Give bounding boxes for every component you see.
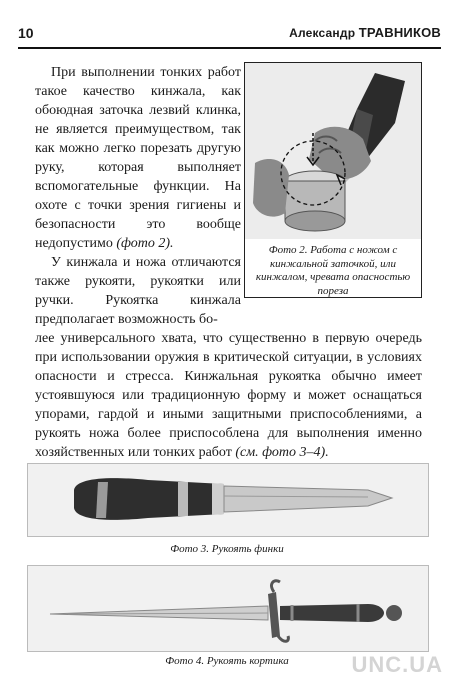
photo-3-image [28, 464, 428, 536]
photo-4-frame [27, 565, 429, 652]
paragraph-2-start: У кинжала и ножа отличаются также рукояти, рукоятки или ручки. Рукоятка кинжала предполагает возможность бо- [35, 255, 241, 327]
paragraph-1 [35, 63, 241, 253]
photo-4-image [28, 566, 428, 651]
author-first-name: Александр [289, 26, 356, 40]
photo-2-caption: Фото 2. Работа с ножом с кинжальной заточкой, или кинжалом, чревата опасностью пореза [255, 244, 411, 297]
running-head [289, 25, 441, 40]
photo-3-frame [27, 463, 429, 537]
photo-2-frame [244, 62, 422, 298]
photo-3-4-reference: (см. фото 3–4). [235, 445, 329, 460]
paragraph-2-continued [35, 329, 422, 462]
photo-2-image [245, 63, 421, 239]
paragraph-2-text: лее универсального хвата, что существенно в первую очередь при использовании оружия в критической ситуации, в условиях опасности и стресса. Кинжальная рукоятка обычно имеет устоявшуюся или традиционную форму и может оснащаться упорами, гардой и иными защитными приспособлениями, а рукоять ножа более приспособлена для выполнения именно хозяйственных или тонких работ [35, 331, 422, 460]
watermark: UNC.UA [351, 652, 443, 677]
author-last-name: ТРАВНИКОВ [358, 25, 441, 40]
page-number: 10 [18, 25, 34, 41]
photo-4-caption: Фото 4. Рукоять кортика [165, 655, 289, 667]
paragraph-1-text: При выполнении тонких работ такое качество кинжала, как обоюдная заточка лезвий клинка, не является преимуществом, так как можно легко порезать другую руку, которая выполняет вспомогательные функции. На охоте с точки зрения гигиены и безопасности это вообще недопустимо [35, 65, 241, 251]
photo-3-caption: Фото 3. Рукоять финки [170, 543, 284, 555]
photo-2-reference: (фото 2). [116, 236, 174, 251]
header-rule [18, 47, 441, 49]
